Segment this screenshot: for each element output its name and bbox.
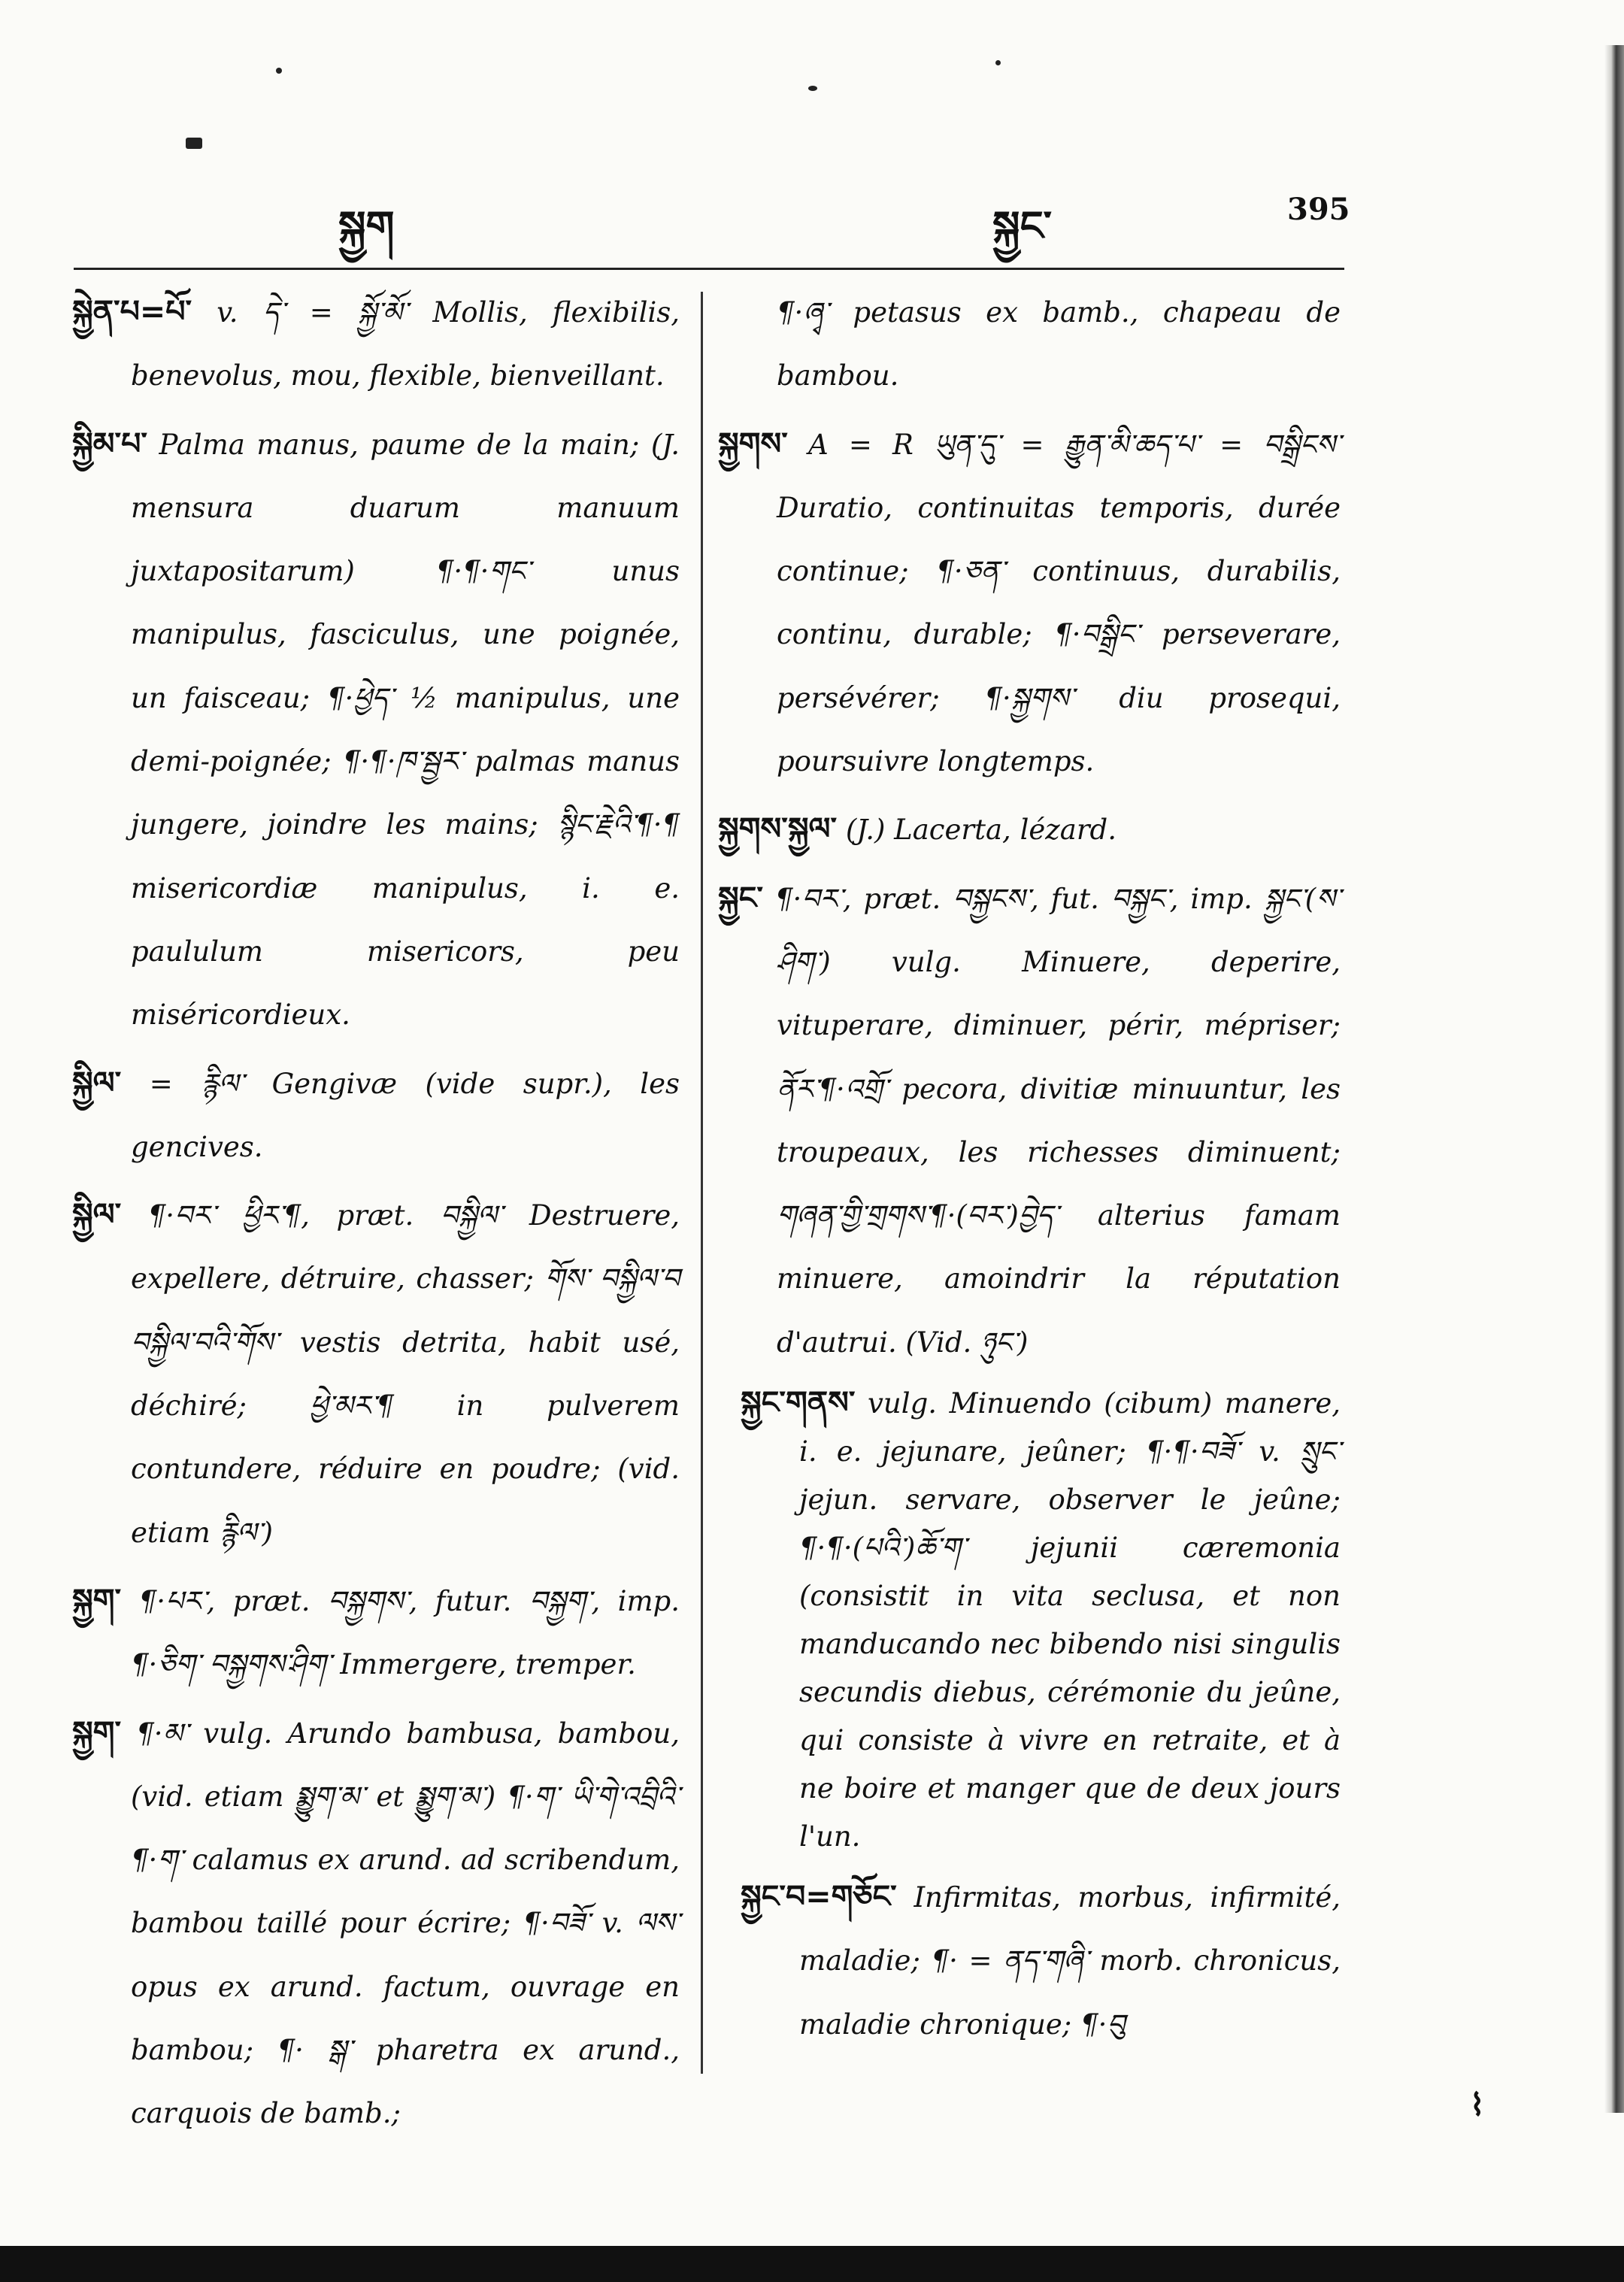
headword: སྐྱིལ་ — [72, 1196, 122, 1233]
dictionary-entry — [72, 1183, 680, 1565]
dictionary-entry — [72, 280, 680, 408]
dictionary-entry — [72, 1568, 680, 1697]
scan-bottom-bar — [0, 2246, 1624, 2282]
headword: སྐྱང་ — [718, 879, 763, 916]
page-number: 395 — [1287, 192, 1350, 227]
headword: སྐྱག་ — [72, 1581, 122, 1618]
column-divider — [701, 292, 703, 2074]
entry-text: Infirmitas, morbus, infirmité, maladie; ¶· = ནད་གཞི་ morb. chronicus, maladie chronique; ¶·བུ — [799, 1881, 1341, 2041]
dictionary-entry — [72, 1701, 680, 2146]
left-column — [72, 280, 680, 2150]
headword: སྐྱགས་སྐྱལ་ — [718, 811, 838, 847]
entry-text: v. དེ་ = སྐྱོ་མོ་ Mollis, flexibilis, benevolus, mou, flexible, bienveillant. — [131, 296, 680, 392]
dictionary-subentry — [718, 1865, 1341, 2056]
dictionary-entry — [72, 1051, 680, 1180]
header-rule — [74, 268, 1344, 270]
ink-mark — [186, 138, 202, 149]
entry-text: ¶·མ་ vulg. Arundo bambusa, bambou, (vid. etiam སྨྱུག་མ་ et སྨྱུག་མ་) ¶·ག་ ཡི་གེ་འབྲིའི་¶·ག་ calamus ex arund. ad scribendum, bambou taillé pour écrire; ¶·བཟོ་ v. ལས་ opus ex arund. factum, ouvrage en bambou; ¶· སྒ་ pharetra ex arund., carquois de bamb.; — [131, 1717, 680, 2130]
dictionary-entry — [718, 797, 1341, 862]
entry-text: ¶·པར་, præt. བསྐྱགས་, futur. བསྐྱག་, imp. ¶·ཅིག་ བསྐྱགས་ཤིག་ Immergere, tremper. — [131, 1584, 680, 1681]
entry-text: A = R ཡུན་དུ་ = རྒྱུན་མི་ཆད་པ་ = བསྒྲིངས་ Duratio, continuitas temporis, durée continue; ¶·ཅན་ continuus, durabilis, continu, durable; ¶·བསྒྲིང་ perseverare, persévérer; ¶·སྐྱགས་ diu prosequi, poursuivre longtemps. — [777, 428, 1341, 778]
headword: སྐྱིམ་པ་ — [72, 425, 147, 462]
dictionary-entry — [718, 412, 1341, 794]
entry-text: ¶·ཞྭ་ petasus ex bamb., chapeau de bambou. — [777, 296, 1341, 392]
catchword-mark: ⌇ — [1470, 2087, 1485, 2123]
running-head-left: སྐྱག — [338, 202, 395, 250]
right-column — [718, 280, 1341, 2060]
dictionary-entry — [718, 866, 1341, 1374]
entry-continuation — [718, 280, 1341, 408]
ink-speck — [808, 86, 817, 91]
ink-speck — [995, 60, 1001, 65]
running-head-right: སྐྱང་ — [992, 202, 1052, 250]
dictionary-entry — [72, 412, 680, 1047]
entry-text: vulg. Minuendo (cibum) manere, i. e. jejunare, jeûner; ¶·¶·བཟོ་ v. སྲུང་ jejun. servare, observer le jeûne; ¶·¶·(པའི་)ཆོ་ག་ jejunii cæremonia (consistit in vita seclusa, et non manducando nec bibendo nisi singulis secundis diebus, cérémonie du jeûne, qui consiste à vivre en retraite, et à ne boire et manger que de deux jours l'un. — [799, 1387, 1341, 1853]
headword: སྐྱགས་ — [718, 425, 788, 462]
headword: སྐྱག་ — [72, 1714, 122, 1750]
entry-text: ¶·བར་ ཕྱིར་¶, præt. བསྐྱིལ་ Destruere, expellere, détruire, chasser; གོས་ བསྐྱིལ་བ བསྐྱིལ་བའི་གོས་ vestis detrita, habit usé, déchiré; ཕྱེ་མར་¶ in pulverem contundere, réduire en poudre; (vid. etiam རྙིལ་) — [131, 1199, 680, 1549]
dictionary-subentry — [718, 1378, 1341, 1861]
ink-speck — [276, 68, 282, 74]
entry-text: Palma manus, paume de la main; (J. mensura duarum manuum juxtapositarum) ¶·¶·གང་ unus manipulus, fasciculus, une poignée, un faisceau; ¶·ཕྱེད་ ½ manipulus, une demi-poignée; ¶·¶·ཁ་སྦྱར་ palmas manus jungere, joindre les mains; སྙིང་རྗེའི་¶·¶ misericordiæ manipulus, i. e. paululum misericors, peu miséricordieux. — [131, 428, 680, 1032]
headword: སྐྱེན་པ=པོ་ — [72, 293, 192, 329]
headword: སྐྱང་བ=གཅོང་ — [741, 1878, 897, 1915]
headword: སྐྱང་གནས་ — [741, 1384, 856, 1421]
entry-text: (J.) Lacerta, lézard. — [845, 814, 1116, 847]
headword: སྐྱིལ་ — [72, 1064, 122, 1101]
page-edge — [1604, 45, 1624, 2113]
entry-text: = རྙིལ་ Gengivæ (vide supr.), les gencives. — [131, 1067, 680, 1163]
entry-text: ¶·བར་, præt. བསྐྱངས་, fut. བསྐྱང་, imp. སྐྱང་(ས་ཤིག་) vulg. Minuere, deperire, vituperare, diminuer, périr, mépriser; ནོར་¶·འགྲོ་ pecora, divitiæ minuuntur, les troupeaux, les richesses diminuent; གཞན་གྱི་གྲགས་¶·(བར་)བྱེད་ alterius famam minuere, amoindrir la réputation d'autrui. (Vid. ཉུང་) — [774, 882, 1341, 1359]
